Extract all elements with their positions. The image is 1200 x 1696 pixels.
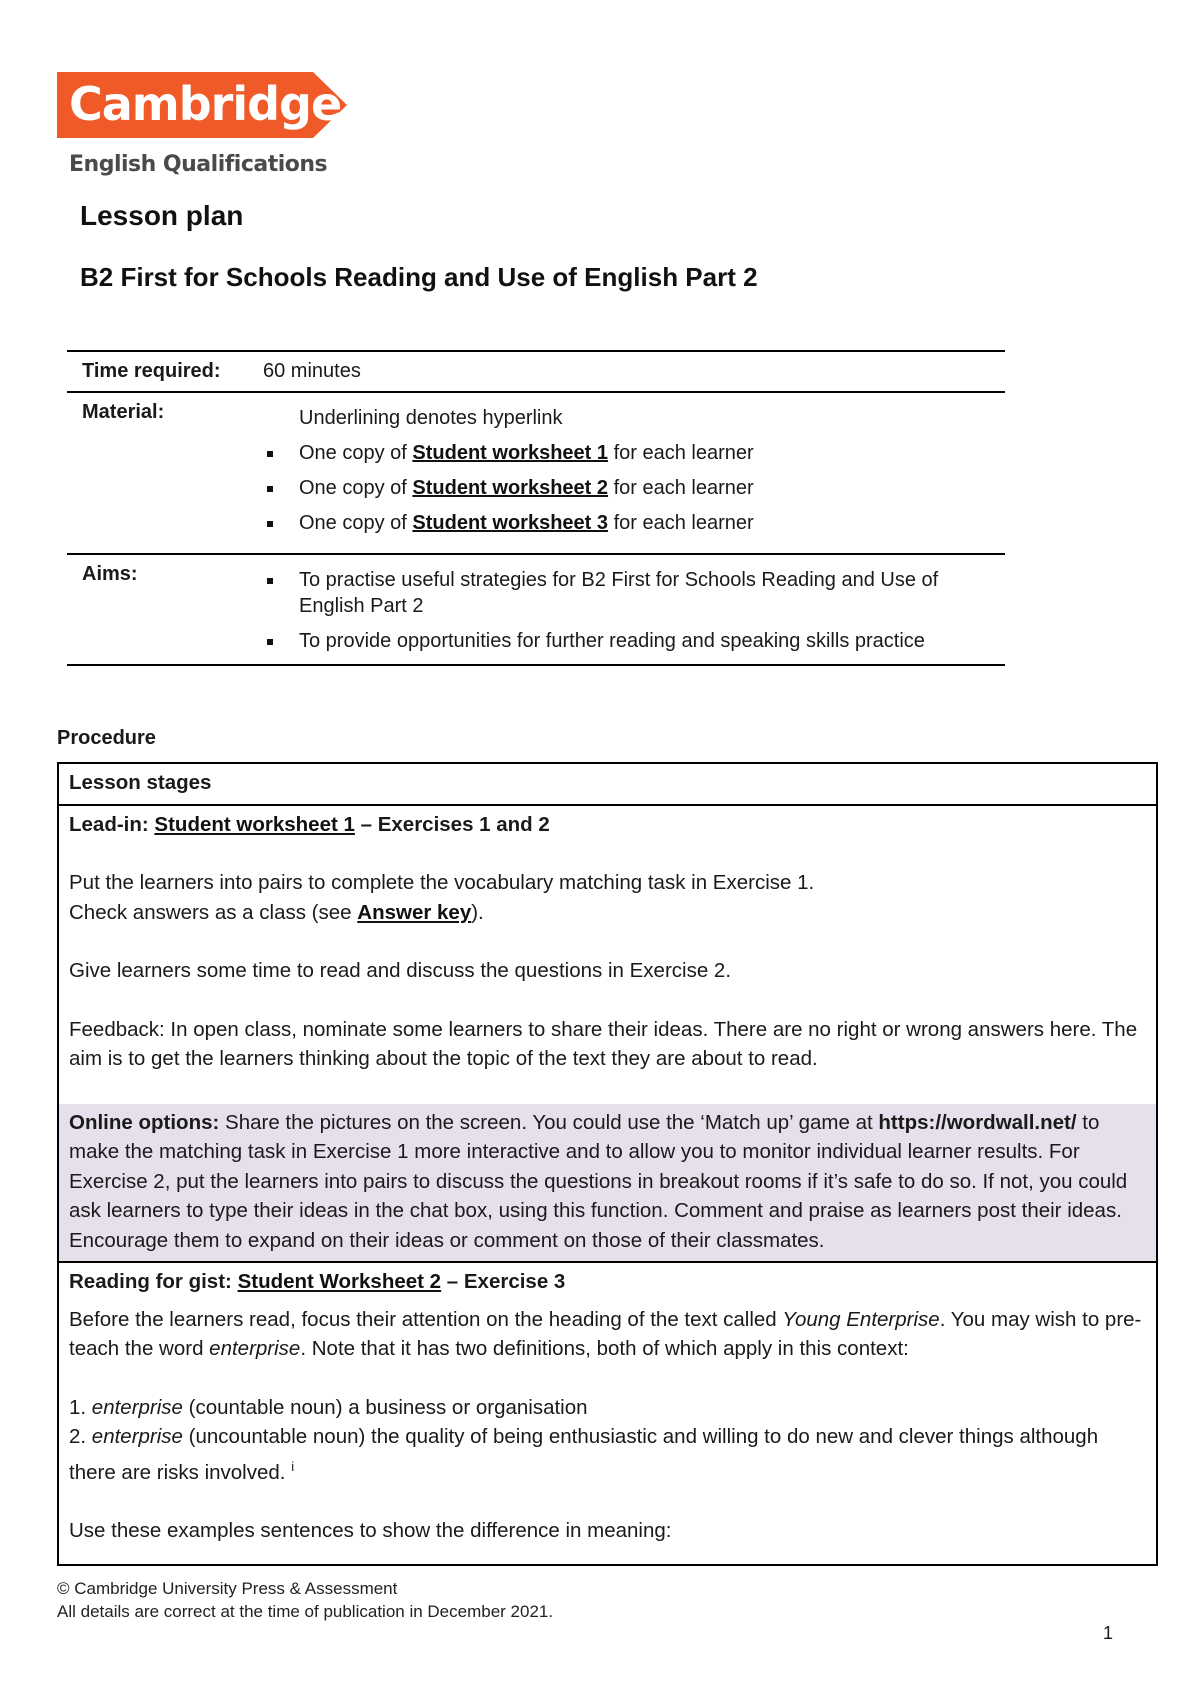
list-item: To practise useful strategies for B2 First for Schools Reading and Use of English Part 2 — [263, 567, 999, 619]
worksheet-1-link[interactable]: Student worksheet 1 — [412, 442, 609, 464]
material-row — [67, 393, 1005, 555]
material-note: Underlining denotes hyperlink — [299, 407, 563, 429]
gist-heading: Reading for gist: Student Worksheet 2 – Exercise 3 — [69, 1270, 566, 1293]
page-number: 1 — [1103, 1623, 1114, 1643]
lead-in-heading: Lead-in: Student worksheet 1 – Exercises 1 and 2 — [69, 812, 550, 836]
list-item: One copy of Student worksheet 3 for each learner — [263, 510, 999, 536]
material-label: Material: — [82, 401, 165, 423]
answer-key-link[interactable]: Answer key — [357, 900, 472, 924]
online-options-text: Online options: Share the pictures on the screen. You could use the ‘Match up’ game at https://wordwall.net/ to make the matching task in Exercise 1 more interactive and to allow you to monitor individual learner results. For Exercise 2, put the learners into pairs to discuss the questions in breakout rooms if it’s safe to do so. If not, you could ask learners to type their ideas in the chat box, using this function. Comment and praise as learners post their ideas. Encourage them to expand on their ideas or comment on those of their classmates. — [69, 1110, 1128, 1252]
list-item: To provide opportunities for further reading and speaking skills practice — [263, 628, 999, 654]
gist-paragraph: Before the learners read, focus their attention on the heading of the text called Young Enterprise. You may wish to pre-teach the word enterprise. Note that it has two definitions, both of which apply in this context: — [69, 1307, 1142, 1360]
time-value: 60 minutes — [263, 360, 361, 382]
lesson-info-table — [67, 350, 1005, 666]
aims-row — [67, 555, 1005, 664]
lead-in-paragraph: Check answers as a class (see Answer key). — [69, 900, 484, 924]
lead-in-worksheet-link[interactable]: Student worksheet 1 — [154, 812, 355, 836]
page-footer — [57, 1577, 553, 1623]
online-options-section — [59, 1104, 1156, 1264]
lead-in-paragraph: Put the learners into pairs to complete the vocabulary matching task in Exercise 1. — [69, 871, 815, 894]
lead-in-section — [59, 806, 1156, 1104]
lesson-stages-header: Lesson stages — [59, 764, 1156, 806]
publication-details: All details are correct at the time of publication in December 2021. — [57, 1602, 554, 1621]
wordwall-url: https://wordwall.net/ — [878, 1110, 1077, 1134]
reading-for-gist-section — [59, 1263, 1156, 1551]
page-subtitle: B2 First for Schools Reading and Use of English Part 2 — [80, 262, 758, 292]
page-title: Lesson plan — [80, 200, 244, 231]
procedure-heading: Procedure — [57, 727, 156, 749]
cambridge-logo — [57, 72, 347, 177]
logo-subtitle: English Qualifications — [69, 152, 328, 177]
time-label: Time required: — [82, 360, 221, 382]
list-item: One copy of Student worksheet 1 for each learner — [263, 440, 999, 466]
gist-worksheet-link[interactable]: Student Worksheet 2 — [237, 1270, 442, 1293]
logo-wordmark: Cambridge — [69, 77, 342, 131]
procedure-table — [57, 762, 1158, 1566]
gist-paragraph: Use these examples sentences to show the difference in meaning: — [69, 1518, 672, 1542]
time-row — [67, 352, 1005, 393]
aims-list — [263, 567, 999, 654]
worksheet-2-link[interactable]: Student worksheet 2 — [412, 477, 609, 499]
definition-1: 1. enterprise (countable noun) a business or organisation — [69, 1395, 588, 1419]
aims-label: Aims: — [82, 563, 138, 585]
worksheet-3-link[interactable]: Student worksheet 3 — [412, 512, 609, 534]
endnote-marker[interactable]: i — [291, 1458, 295, 1474]
list-item: One copy of Student worksheet 2 for each learner — [263, 475, 999, 501]
lead-in-paragraph: Feedback: In open class, nominate some learners to share their ideas. There are no right or wrong answers here. The aim is to get the learners thinking about the topic of the text they are about to read. — [69, 1017, 1138, 1070]
definition-2: 2. enterprise (uncountable noun) the quality of being enthusiastic and willing to do new and clever things although there are risks involved. $^i$ — [69, 1425, 1099, 1484]
material-list — [263, 440, 999, 536]
copyright-text: © Cambridge University Press & Assessment — [57, 1579, 398, 1598]
lead-in-paragraph: Give learners some time to read and discuss the questions in Exercise 2. — [69, 959, 732, 982]
